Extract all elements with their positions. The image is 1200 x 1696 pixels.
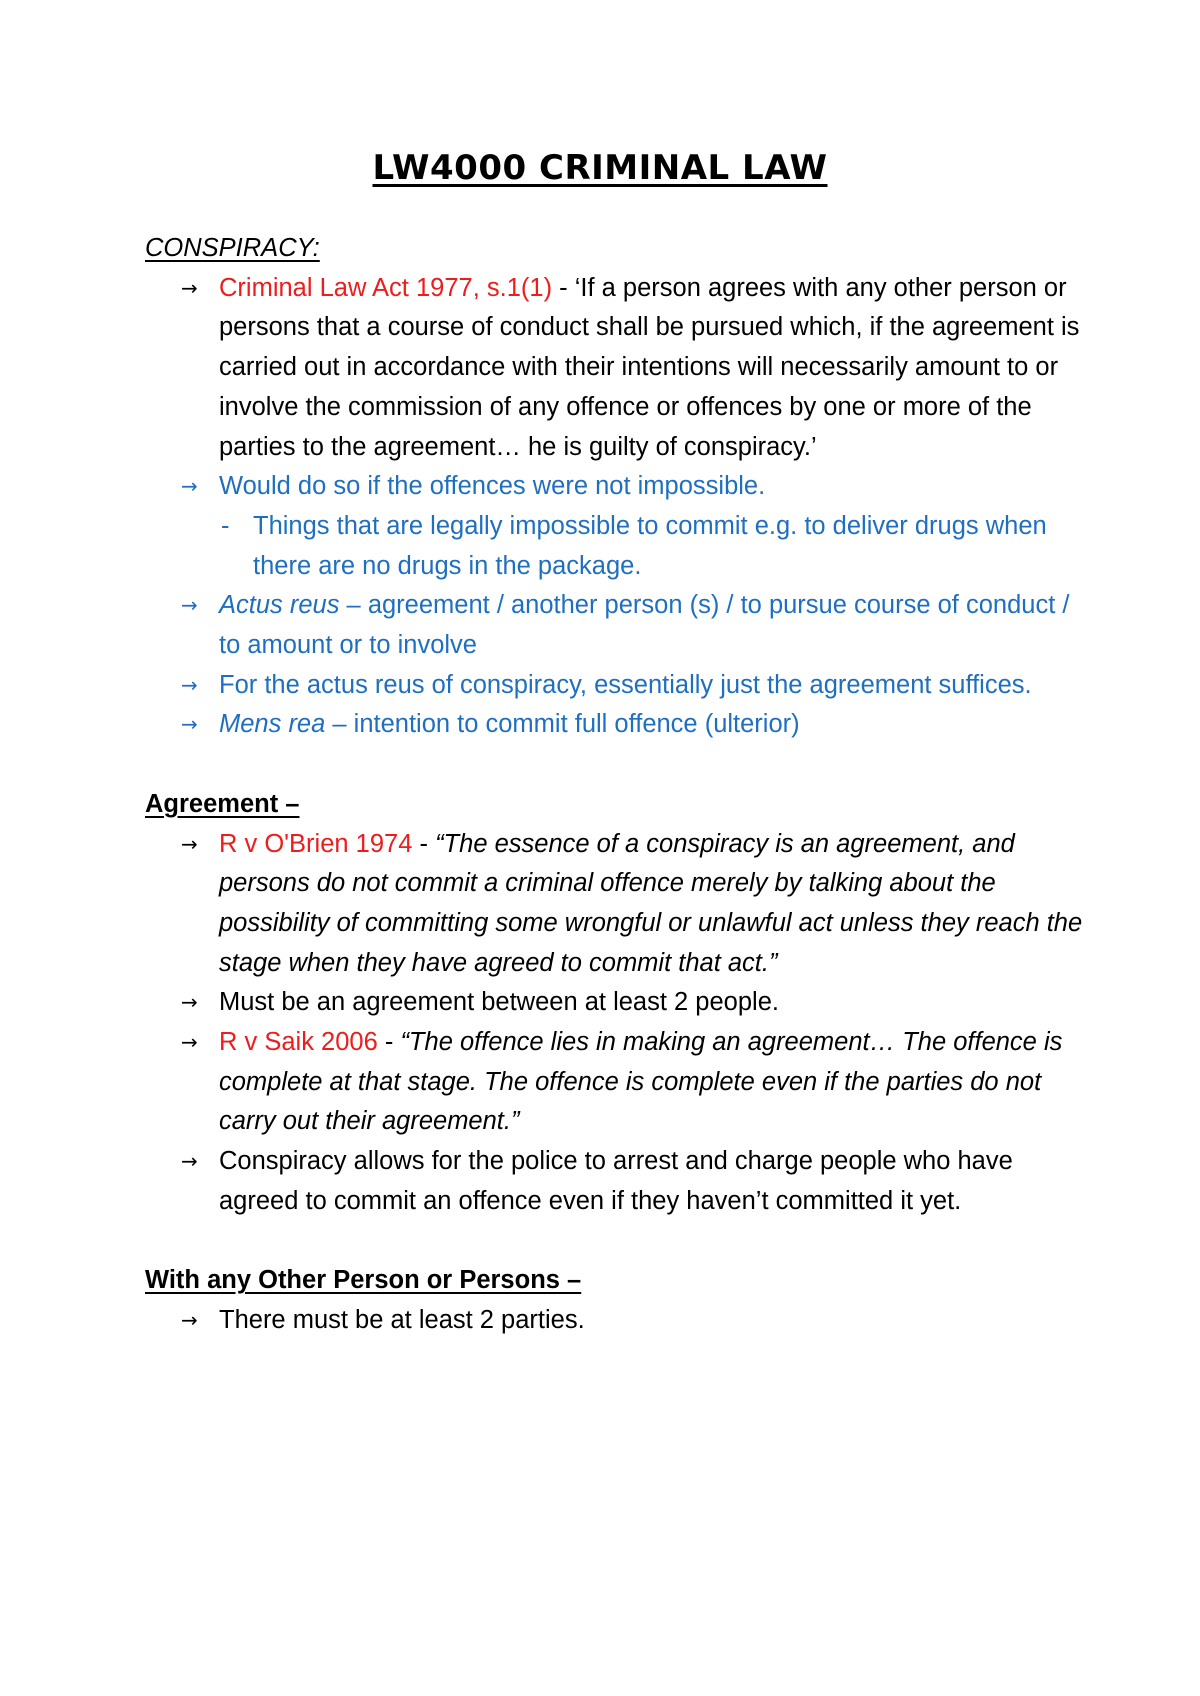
blank-line bbox=[145, 1222, 1095, 1262]
arrow-bullet-icon: → bbox=[181, 275, 198, 300]
arrow-bullet-icon: → bbox=[181, 593, 198, 618]
note-text: – agreement / another person (s) / to pursue course of conduct / to amount or to involve bbox=[219, 591, 1070, 660]
arrow-bullet-icon: → bbox=[181, 1030, 198, 1055]
arrow-bullet-icon: → bbox=[181, 672, 198, 697]
note-text: – intention to commit full offence (ulterior) bbox=[325, 710, 800, 739]
case-quote: “The offence lies in making an agreement… The offence is complete at that stage. The offence is complete even if the parties do not carry out their agreement.” bbox=[219, 1028, 1063, 1136]
dash-bullet-icon: - bbox=[221, 511, 230, 540]
arrow-bullet-icon: → bbox=[181, 1149, 198, 1174]
arrow-bullet-icon: → bbox=[181, 474, 198, 499]
list-item bbox=[145, 825, 1095, 984]
page-title: LW4000 CRIMINAL LAW bbox=[372, 148, 828, 188]
list-item bbox=[145, 1301, 1095, 1341]
term-actus-reus: Actus reus bbox=[219, 591, 340, 620]
term-mens-rea: Mens rea bbox=[219, 710, 326, 739]
arrow-bullet-icon: → bbox=[181, 1307, 198, 1332]
statute-quote: - ‘If a person agrees with any other person or persons that a course of conduct shall be pursued which, if the agreement is carried out in accordance with their intentions will necessarily amount to or involve the commission of any offence or offences by one or more of the parties to the agreement… he is guilty of conspiracy.’ bbox=[219, 273, 1080, 461]
note-text: Would do so if the offences were not impossible. bbox=[219, 472, 766, 501]
section-heading-other-persons: With any Other Person or Persons – bbox=[145, 1266, 582, 1295]
list-item bbox=[145, 1023, 1095, 1142]
separator: - bbox=[412, 829, 436, 858]
arrow-bullet-icon: → bbox=[181, 831, 198, 856]
statute-reference: Criminal Law Act 1977, s.1(1) bbox=[219, 273, 553, 302]
arrow-bullet-icon: → bbox=[181, 990, 198, 1015]
note-text: There must be at least 2 parties. bbox=[219, 1305, 585, 1334]
list-item bbox=[145, 586, 1095, 665]
section-heading-conspiracy: CONSPIRACY: bbox=[145, 234, 320, 262]
section-heading-agreement: Agreement – bbox=[145, 789, 300, 818]
list-item bbox=[145, 666, 1095, 706]
list-item bbox=[145, 1142, 1095, 1221]
case-reference: R v Saik 2006 bbox=[219, 1028, 378, 1057]
list-item bbox=[145, 705, 1095, 745]
list-item bbox=[145, 983, 1095, 1023]
note-text: Things that are legally impossible to commit e.g. to deliver drugs when there are no drugs in the package. bbox=[253, 511, 1047, 580]
note-text: Must be an agreement between at least 2 people. bbox=[219, 988, 779, 1017]
list-item bbox=[145, 269, 1095, 468]
arrow-bullet-icon: → bbox=[181, 712, 198, 737]
list-item bbox=[145, 467, 1095, 507]
case-reference: R v O'Brien 1974 bbox=[219, 829, 413, 858]
sub-list-item bbox=[145, 507, 1095, 586]
case-quote: “The essence of a conspiracy is an agreement, and persons do not commit a criminal offence merely by talking about the possibility of committing some wrongful or unlawful act unless they reach the stage when they have agreed to commit that act.” bbox=[219, 829, 1083, 977]
note-text: Conspiracy allows for the police to arrest and charge people who have agreed to commit an offence even if they haven’t committed it yet. bbox=[219, 1147, 1013, 1215]
separator: - bbox=[377, 1028, 401, 1057]
blank-line bbox=[145, 745, 1095, 785]
document-body bbox=[145, 229, 1095, 1341]
note-text: For the actus reus of conspiracy, essentially just the agreement suffices. bbox=[219, 670, 1032, 699]
